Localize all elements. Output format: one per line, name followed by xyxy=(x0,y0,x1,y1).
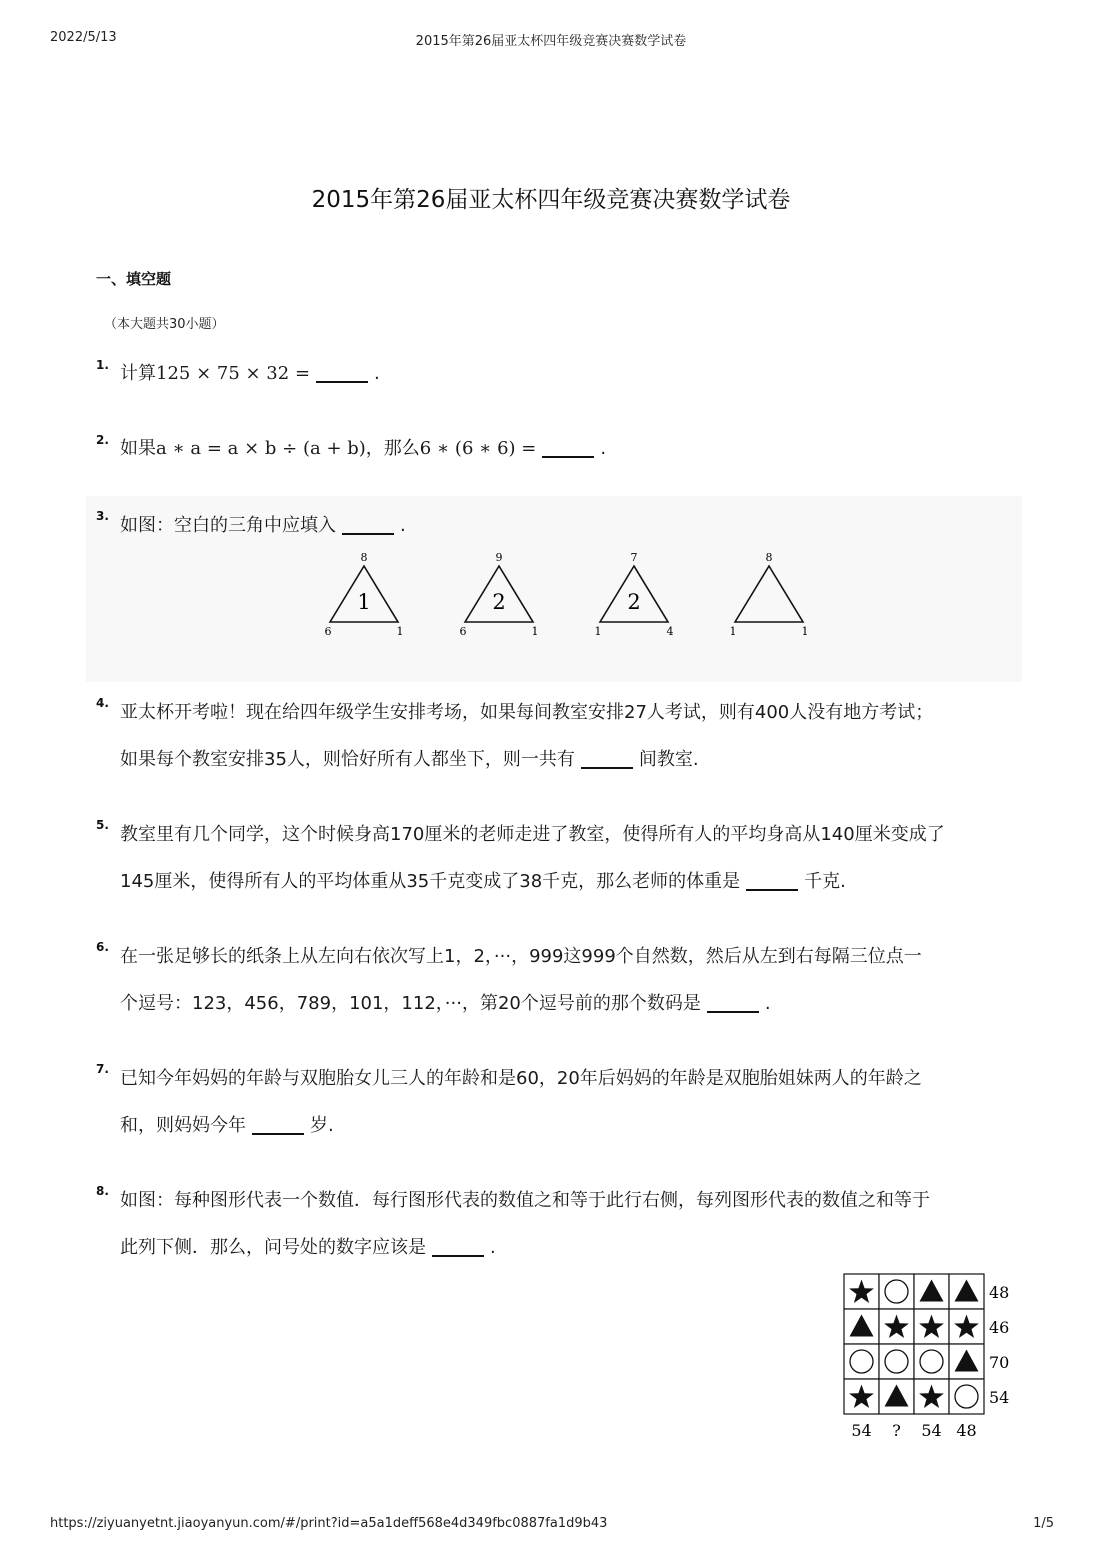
answer-blank xyxy=(542,438,594,458)
question-text xyxy=(120,502,1026,549)
answer-blank xyxy=(316,363,368,383)
grid-cell xyxy=(879,1274,914,1309)
footer-url: https://ziyuanyetnt.jiaoyanyun.com/#/print?id=a5a1deff568e4d349fbc0887fa1d9b43 xyxy=(50,1516,608,1531)
question-number: 5. xyxy=(96,818,109,832)
triangle-left-number: 1 xyxy=(729,625,737,638)
question-text-line: 已知今年妈妈的年龄与双胞胎女儿三人的年龄和是60，20年后妈妈的年龄是双胞胎姐妹两人的年龄之 xyxy=(120,1068,922,1089)
question-text-line: 如图：每种图形代表一个数值．每行图形代表的数值之和等于此行右侧，每列图形代表的数值之和等于 xyxy=(120,1190,930,1211)
question-text-part: 如图：空白的三角中应填入 xyxy=(120,515,336,536)
triangle-top-number: 9 xyxy=(495,551,503,564)
triangles-figure xyxy=(316,548,816,643)
question-text-line: 在一张足够长的纸条上从左向右依次写上1，2，···，999这999个自然数，然后从左到右每隔三位点一 xyxy=(120,946,922,967)
question-text-part: 间教室. xyxy=(638,749,699,770)
grid-cell xyxy=(879,1344,914,1379)
question-number: 2. xyxy=(96,433,109,447)
header-title: 2015年第26届亚太杯四年级竞赛决赛数学试卷 xyxy=(415,34,687,49)
row-sum-label: 46 xyxy=(989,1318,1010,1337)
math-expression: 6 ∗ (6 ∗ 6) = xyxy=(419,438,537,459)
question-text-part: 和，则妈妈今年 xyxy=(120,1115,246,1136)
question-text-part: 岁. xyxy=(310,1115,334,1136)
question-number: 4. xyxy=(96,696,109,710)
question-text xyxy=(120,933,1026,1027)
question-text-part: 如果 xyxy=(120,438,156,459)
row-sum-label: 48 xyxy=(989,1283,1010,1302)
answer-blank xyxy=(432,1237,484,1257)
section-heading: 一、填空题 xyxy=(96,270,172,288)
answer-blank xyxy=(342,515,394,535)
section-note: （本大题共30小题） xyxy=(104,317,225,332)
grid-cell xyxy=(844,1344,879,1379)
triangle-left-number: 6 xyxy=(324,625,332,638)
shape-grid-figure xyxy=(840,1272,1010,1442)
answer-blank xyxy=(707,993,759,1013)
triangle-top-number: 7 xyxy=(630,551,638,564)
footer-page-number: 1/5 xyxy=(1033,1516,1054,1531)
triangle-item xyxy=(460,551,539,638)
triangle-top-number: 8 xyxy=(765,551,773,564)
column-sum-label: 54 xyxy=(921,1421,942,1440)
triangle-item xyxy=(595,551,674,638)
question-text xyxy=(120,689,1026,783)
answer-blank xyxy=(252,1115,304,1135)
question-number: 7. xyxy=(96,1062,109,1076)
question-text-part: . xyxy=(764,993,771,1014)
question-text-part: . xyxy=(400,515,406,536)
question-text-part: 计算 xyxy=(120,363,156,384)
grid-cell xyxy=(949,1379,984,1414)
triangle-top-number: 8 xyxy=(360,551,368,564)
triangle-center-number: 1 xyxy=(357,590,371,614)
triangle-shape xyxy=(735,566,803,622)
triangle-center-number: 2 xyxy=(627,590,641,614)
triangle-left-number: 6 xyxy=(459,625,467,638)
question-text-part: . xyxy=(490,1237,496,1258)
grid-cell xyxy=(914,1344,949,1379)
column-sum-label: ? xyxy=(892,1421,901,1440)
question-text-part: 145厘米，使得所有人的平均体重从35千克变成了38千克，那么老师的体重是 xyxy=(120,871,741,892)
triangle-right-number: 1 xyxy=(801,625,809,638)
question-text-part: 千克. xyxy=(804,871,846,892)
answer-blank xyxy=(746,871,798,891)
question-text xyxy=(120,425,1026,472)
question-text-part: 如果每个教室安排35人，则恰好所有人都坐下，则一共有 xyxy=(120,749,575,770)
triangle-left-number: 1 xyxy=(594,625,602,638)
question-number: 3. xyxy=(96,509,109,523)
question-text-part: ，那么 xyxy=(365,438,420,459)
question-text xyxy=(120,1177,1026,1271)
question-number: 6. xyxy=(96,940,109,954)
row-sum-label: 54 xyxy=(989,1388,1010,1407)
question-number: 1. xyxy=(96,358,109,372)
question-text-part: . xyxy=(374,363,380,384)
question-text-part: 个逗号：123，456，789，101，112，···，第20个逗号前的那个数码是 xyxy=(120,993,701,1014)
question-text xyxy=(120,350,1026,397)
question-text xyxy=(120,811,1026,905)
question-number: 8. xyxy=(96,1184,109,1198)
column-sum-label: 54 xyxy=(851,1421,872,1440)
answer-blank xyxy=(581,749,633,769)
math-expression: a ∗ a = a × b ÷ (a + b) xyxy=(156,438,366,459)
triangle-center-number: 2 xyxy=(492,590,506,614)
triangle-item xyxy=(325,551,404,638)
question-text-part: 此列下侧．那么，问号处的数字应该是 xyxy=(120,1237,426,1258)
question-text xyxy=(120,1055,1026,1149)
triangle-right-number: 1 xyxy=(396,625,404,638)
document-title: 2015年第26届亚太杯四年级竞赛决赛数学试卷 xyxy=(311,187,791,213)
triangle-item xyxy=(730,551,809,638)
question-text-part: . xyxy=(600,438,607,459)
header-date: 2022/5/13 xyxy=(50,30,117,45)
triangle-right-number: 4 xyxy=(666,625,674,638)
column-sum-label: 48 xyxy=(956,1421,977,1440)
question-text-line: 教室里有几个同学，这个时候身高170厘米的老师走进了教室，使得所有人的平均身高从140厘米变成了 xyxy=(120,824,945,845)
row-sum-label: 70 xyxy=(989,1353,1010,1372)
math-expression: 125 × 75 × 32 = xyxy=(156,363,311,384)
question-text-line: 亚太杯开考啦！现在给四年级学生安排考场，如果每间教室安排27人考试，则有400人没有地方考试； xyxy=(120,702,934,723)
triangle-right-number: 1 xyxy=(531,625,539,638)
